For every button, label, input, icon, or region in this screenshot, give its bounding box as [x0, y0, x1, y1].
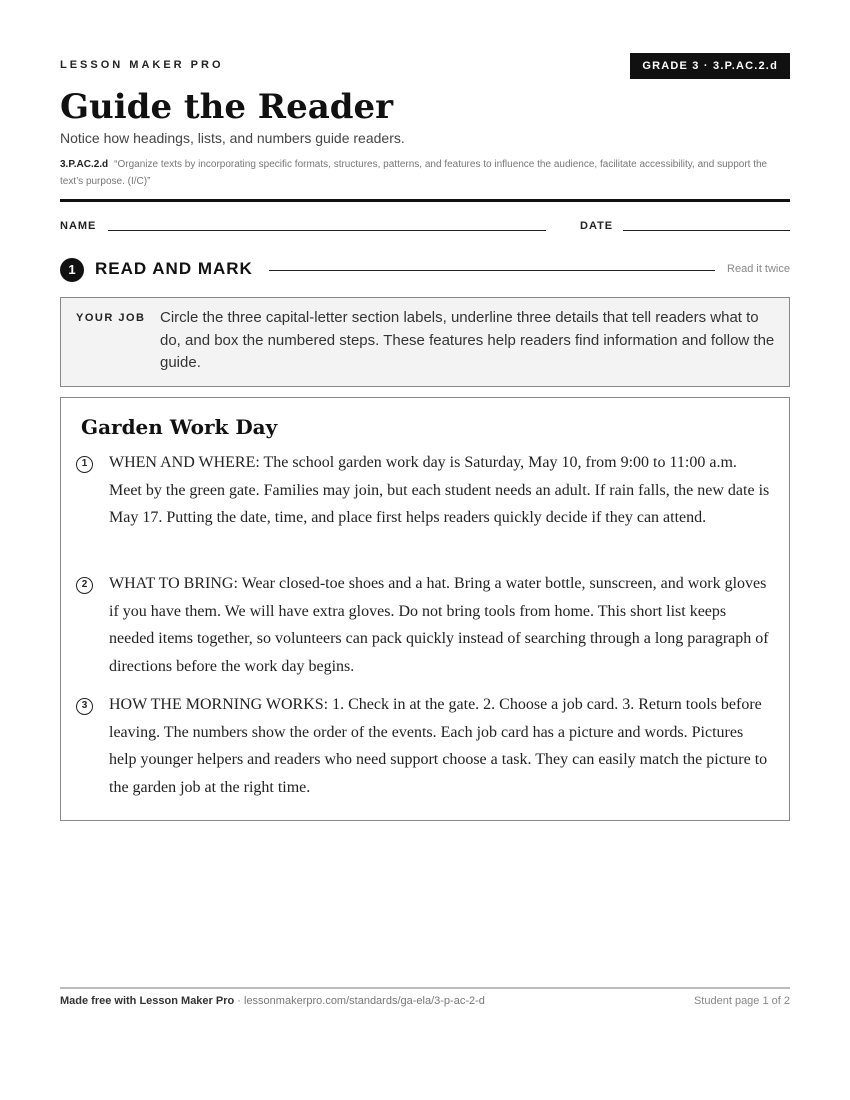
footer-separator: · [234, 995, 244, 1007]
paragraph-number-badge: 2 [76, 577, 93, 594]
section-rule [269, 270, 715, 271]
page-number: Student page 1 of 2 [693, 995, 790, 1007]
footer-divider [60, 987, 790, 989]
instructions-label: YOUR JOB [76, 312, 146, 324]
date-label: DATE [580, 220, 614, 232]
grade-badge: GRADE 3 · 3.P.AC.2.d [630, 53, 790, 79]
instructions-box [60, 297, 790, 387]
paragraph-text: WHEN AND WHERE: The school garden work day is Saturday, May 10, from 9:00 to 11:00 a.m. Meet by the green gate. Families may join, but each student needs an adult. If rain falls, the new date is May 17. Putting the date, time, and place first helps readers quickly decide if they can attend. [109, 454, 770, 526]
page-subtitle: Notice how headings, lists, and numbers guide readers. [60, 130, 405, 146]
date-field[interactable] [623, 230, 790, 231]
standard-description [60, 156, 790, 190]
section-number-badge: 1 [60, 258, 84, 282]
section-heading [60, 257, 790, 283]
instructions-text: Circle the three capital-letter section labels, underline three details that tell readers what to do, and box the numbered steps. These features help readers find information and follow the guide. [160, 309, 775, 371]
passage-title: Garden Work Day [81, 415, 278, 439]
footer-made-with: Made free with Lesson Maker Pro [60, 995, 235, 1007]
header-divider [60, 199, 790, 202]
name-field[interactable] [108, 230, 546, 231]
name-date-row [60, 220, 790, 234]
footer-credit [60, 995, 485, 1007]
top-bar [60, 53, 790, 79]
page-title: Guide the Reader [60, 87, 394, 127]
paragraph-number-badge: 3 [76, 698, 93, 715]
worksheet-page [60, 0, 790, 1100]
reading-passage-box [60, 397, 790, 821]
standard-code: 3.P.AC.2.d [60, 159, 109, 170]
paragraph-number-badge: 1 [76, 456, 93, 473]
standard-text: “Organize texts by incorporating specific formats, structures, patterns, and features to influence the audience, facilitate accessibility, and support the text’s purpose. (I/C)” [60, 159, 768, 187]
paragraph-text: WHAT TO BRING: Wear closed-toe shoes and a hat. Bring a water bottle, sunscreen, and work gloves if you have them. We will have extra gloves. Do not bring tools from home. This short list keeps needed items together, so volunteers can pack quickly instead of searching through a long paragraph of directions before the work day begins. [109, 575, 769, 675]
brand-name: LESSON MAKER PRO [60, 59, 224, 71]
section-note: Read it twice [727, 263, 790, 275]
paragraph-text: HOW THE MORNING WORKS: 1. Check in at the gate. 2. Choose a job card. 3. Return tools before leaving. The numbers show the order of the events. Each job card has a picture and words. Pictures help younger helpers and readers who need support choose a task. They can easily match the picture to the garden job at the right time. [109, 696, 768, 796]
name-label: NAME [60, 220, 97, 232]
footer-url-link[interactable]: lessonmakerpro.com/standards/ga-ela/3-p-ac-2-d [244, 995, 485, 1007]
section-title: READ AND MARK [95, 259, 253, 278]
